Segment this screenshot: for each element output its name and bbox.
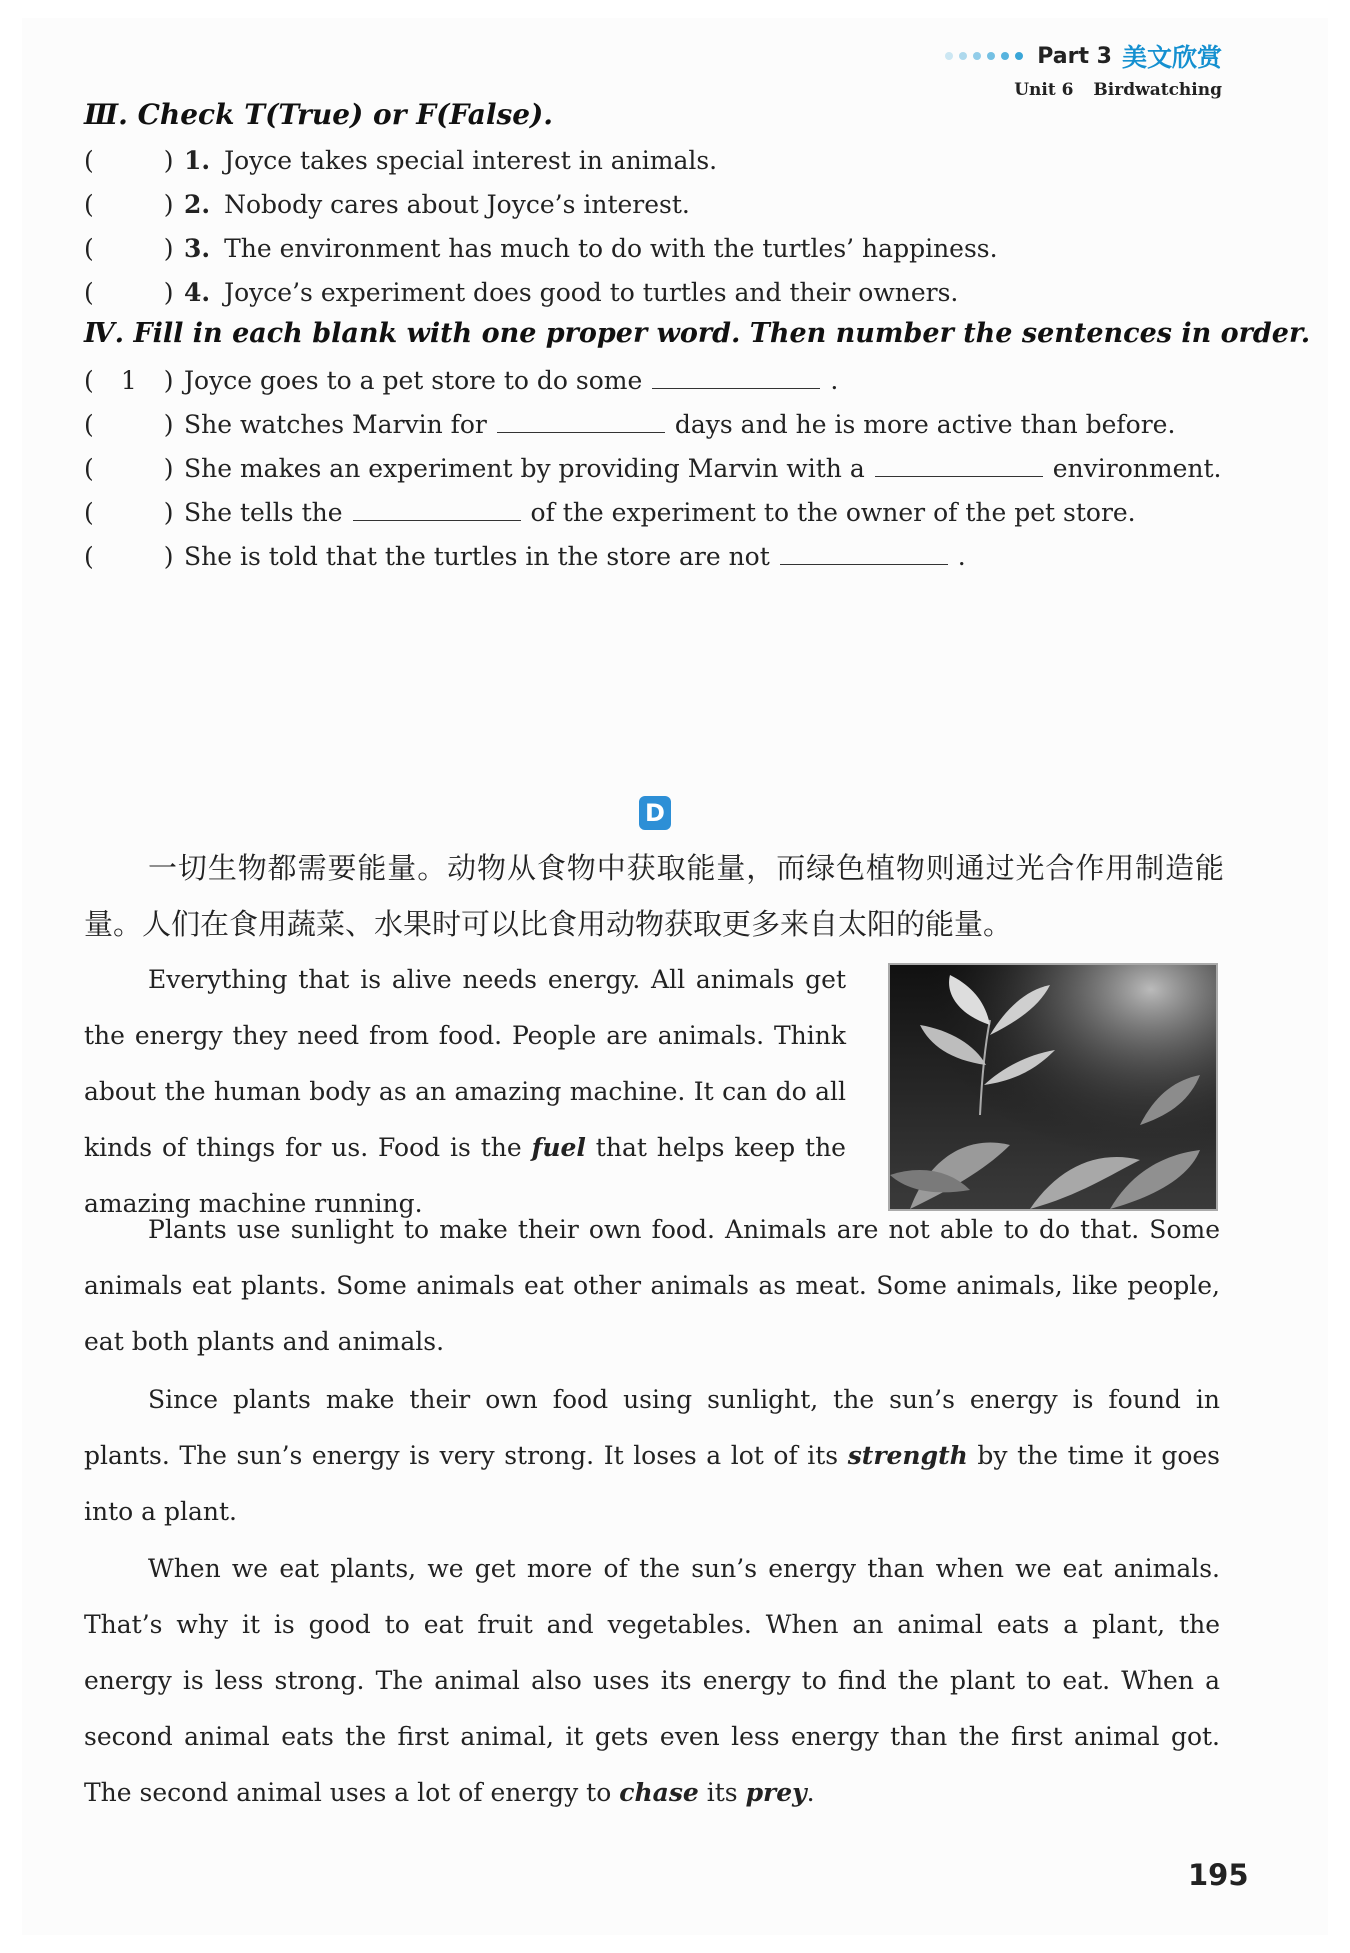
unit-title: Birdwatching xyxy=(1093,80,1222,100)
fill-item: ( ) She makes an experiment by providing Marvin with a environment. xyxy=(84,454,1222,483)
fill-item: ( ) She tells the of the experiment to the owner of the pet store. xyxy=(84,498,1136,527)
tf-item: ( ) 4. Joyce’s experiment does good to turtles and their owners. xyxy=(84,278,959,307)
chinese-introduction: 一切生物都需要能量。动物从食物中获取能量，而绿色植物则通过光合作用制造能量。人们在食用蔬菜、水果时可以比食用动物获取更多来自太阳的能量。 xyxy=(84,851,1224,941)
keyword-strength: strength xyxy=(847,1441,968,1470)
fill-item: ( ) She watches Marvin for days and he is more active than before. xyxy=(84,410,1176,439)
paragraph-2: Plants use sunlight to make their own food. Animals are not able to do that. Some animals eat plants. Some animals eat other animals as meat. Some animals, like people, eat both plants and animals. xyxy=(84,1215,1220,1356)
fill-item: ( 1 ) Joyce goes to a pet store to do some . xyxy=(84,366,839,395)
section-4-title: Ⅳ. Fill in each blank with one proper word. Then number the sentences in order. xyxy=(84,318,1311,349)
part-chinese-title: 美文欣赏 xyxy=(1121,43,1222,72)
fill-blank[interactable] xyxy=(497,408,665,433)
paragraph-4: When we eat plants, we get more of the sun’s energy than when we eat animals. That’s why it is good to eat fruit and vegetables. When an animal eats a plant, the energy is less strong. The animal also uses its energy to find the plant to eat. When a second animal eats the first animal, it gets even less energy than the first animal got. The second animal uses a lot of energy to chase its prey. xyxy=(84,1554,1220,1807)
fill-blank[interactable] xyxy=(353,496,521,521)
tea-plant-photo xyxy=(888,963,1218,1211)
keyword-chase: chase xyxy=(619,1778,699,1807)
page-number: 195 xyxy=(1188,1858,1249,1892)
fill-item: ( ) She is told that the turtles in the store are not . xyxy=(84,542,966,571)
paragraph-1: Everything that is alive needs energy. All animals get the energy they need from food. People are animals. Think about the human body as an amazing machine. It can do all kinds of things for us. Food is the fuel that helps keep the amazing machine running. xyxy=(84,965,846,1218)
paragraph-3: Since plants make their own food using sunlight, the sun’s energy is found in plants. The sun’s energy is very strong. It loses a lot of its strength by the time it goes into a plant. xyxy=(84,1385,1220,1526)
plant-illustration xyxy=(890,965,1216,1209)
unit-label: Unit 6 xyxy=(1014,80,1074,100)
fill-blank[interactable] xyxy=(780,540,948,565)
decorative-dots xyxy=(945,52,1023,60)
fill-blank[interactable] xyxy=(875,452,1043,477)
keyword-prey: prey xyxy=(745,1778,807,1807)
fill-blank[interactable] xyxy=(652,364,820,389)
tf-item: ( ) 1. Joyce takes special interest in animals. xyxy=(84,146,718,175)
passage-badge: D xyxy=(639,796,671,830)
keyword-fuel: fuel xyxy=(531,1133,586,1162)
tf-item: ( ) 2. Nobody cares about Joyce’s interest. xyxy=(84,190,690,219)
answer-box[interactable]: 1 xyxy=(120,366,137,395)
section-3-title: Ⅲ. Check T(True) or F(False). xyxy=(84,98,554,131)
page-header xyxy=(945,38,1222,100)
tf-item: ( ) 3. The environment has much to do with the turtles’ happiness. xyxy=(84,234,998,263)
part-label: Part 3 xyxy=(1037,43,1112,69)
